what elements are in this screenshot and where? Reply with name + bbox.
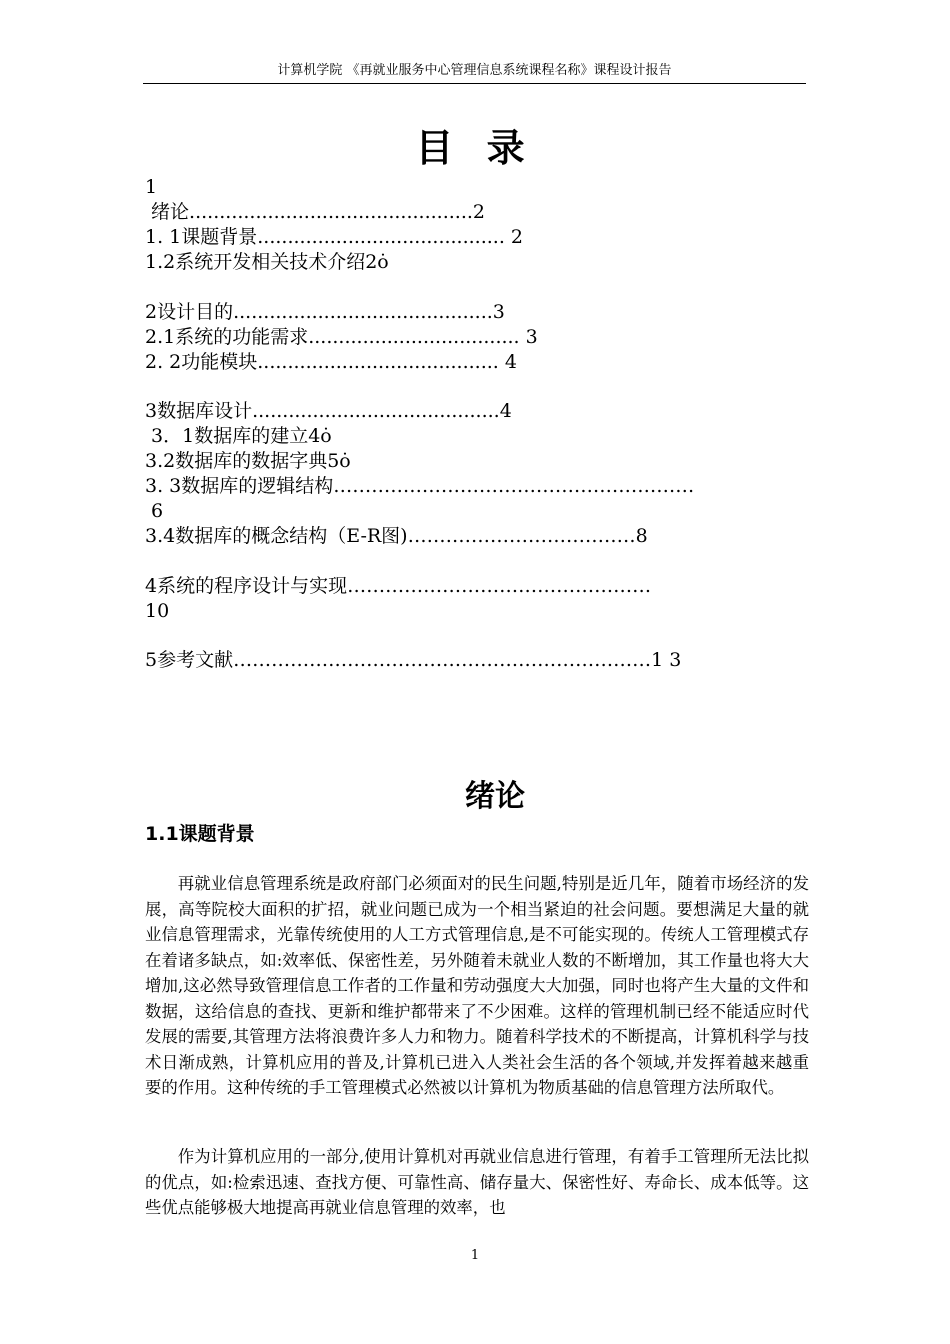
page-number: 1 [470,1248,480,1263]
header-divider [143,83,806,84]
toc-line: 2.1系统的功能需求................................... 3 [145,326,538,348]
body-paragraph: 再就业信息管理系统是政府部门必须面对的民生问题,特别是近几年，随着市场经济的发展，高等院校大面积的扩招，就业问题已成为一个相当紧迫的社会问题。要想满足大量的就业信息管理需求，光靠传统使用的人工方式管理信息,是不可能实现的。传统人工管理模式存在着诸多缺点，如:效率低、保密性差，另外随着未就业人数的不断增加，其工作量也将大大增加,这必然导致管理信息工作者的工作量和劳动强度大大加强，同时也将产生大量的文件和数据，这给信息的查找、更新和维护都带来了不少困难。这样的管理机制已经不能适应时代发展的需要,其管理方法将浪费许多人力和物力。随着科学技术的不断提高，计算机科学与技术日渐成熟，计算机应用的普及,计算机已进入人类社会生活的各个领域,并发挥着越来越重要的作用。这种传统的手工管理模式必然被以计算机为物质基础的信息管理方法所取代。 [145,874,809,1097]
toc-line: 10 [145,600,170,622]
toc-line: 1 [145,176,158,198]
body-paragraph: 作为计算机应用的一部分,使用计算机对再就业信息进行管理，有着手工管理所无法比拟的优点，如:检索迅速、查找方便、可靠性高、储存量大、保密性好、寿命长、成本低等。这些优点能够极大地提高再就业信息管理的效率，也 [145,1147,809,1217]
section-title: 绪论 [465,779,525,814]
toc-title: 目 录 [415,126,535,170]
subsection-title: 1.1课题背景 [145,823,255,845]
toc-line: 2. 2功能模块........................................ 4 [145,351,517,373]
toc-line: 3．1数据库的建立4ȯ [145,425,332,447]
toc-line: 4系统的程序设计与实现………………………………………… [145,575,652,597]
toc-line: 6 [145,500,164,522]
toc-line: 3.2数据库的数据字典5ȯ [145,450,351,472]
toc-line: 3. 3数据库的逻辑结构………………………………………………… [145,475,695,497]
toc-line: 1.2系统开发相关技术介绍2ȯ [145,251,389,273]
toc-line: 2设计目的...........................................3 [145,301,505,323]
toc-line: 3.4数据库的概念结构（E-R图)………………………………8 [145,525,648,547]
page-header: 计算机学院 《再就业服务中心管理信息系统课程名称》课程设计报告 [277,63,672,78]
toc-line: 5参考文献…………………………………………………………1 3 [145,649,682,671]
toc-line: 3数据库设计.........................................4 [145,400,512,422]
toc-line: 绪论...............................................2 [145,201,485,223]
toc-line: 1. 1课题背景......................................... 2 [145,226,524,248]
